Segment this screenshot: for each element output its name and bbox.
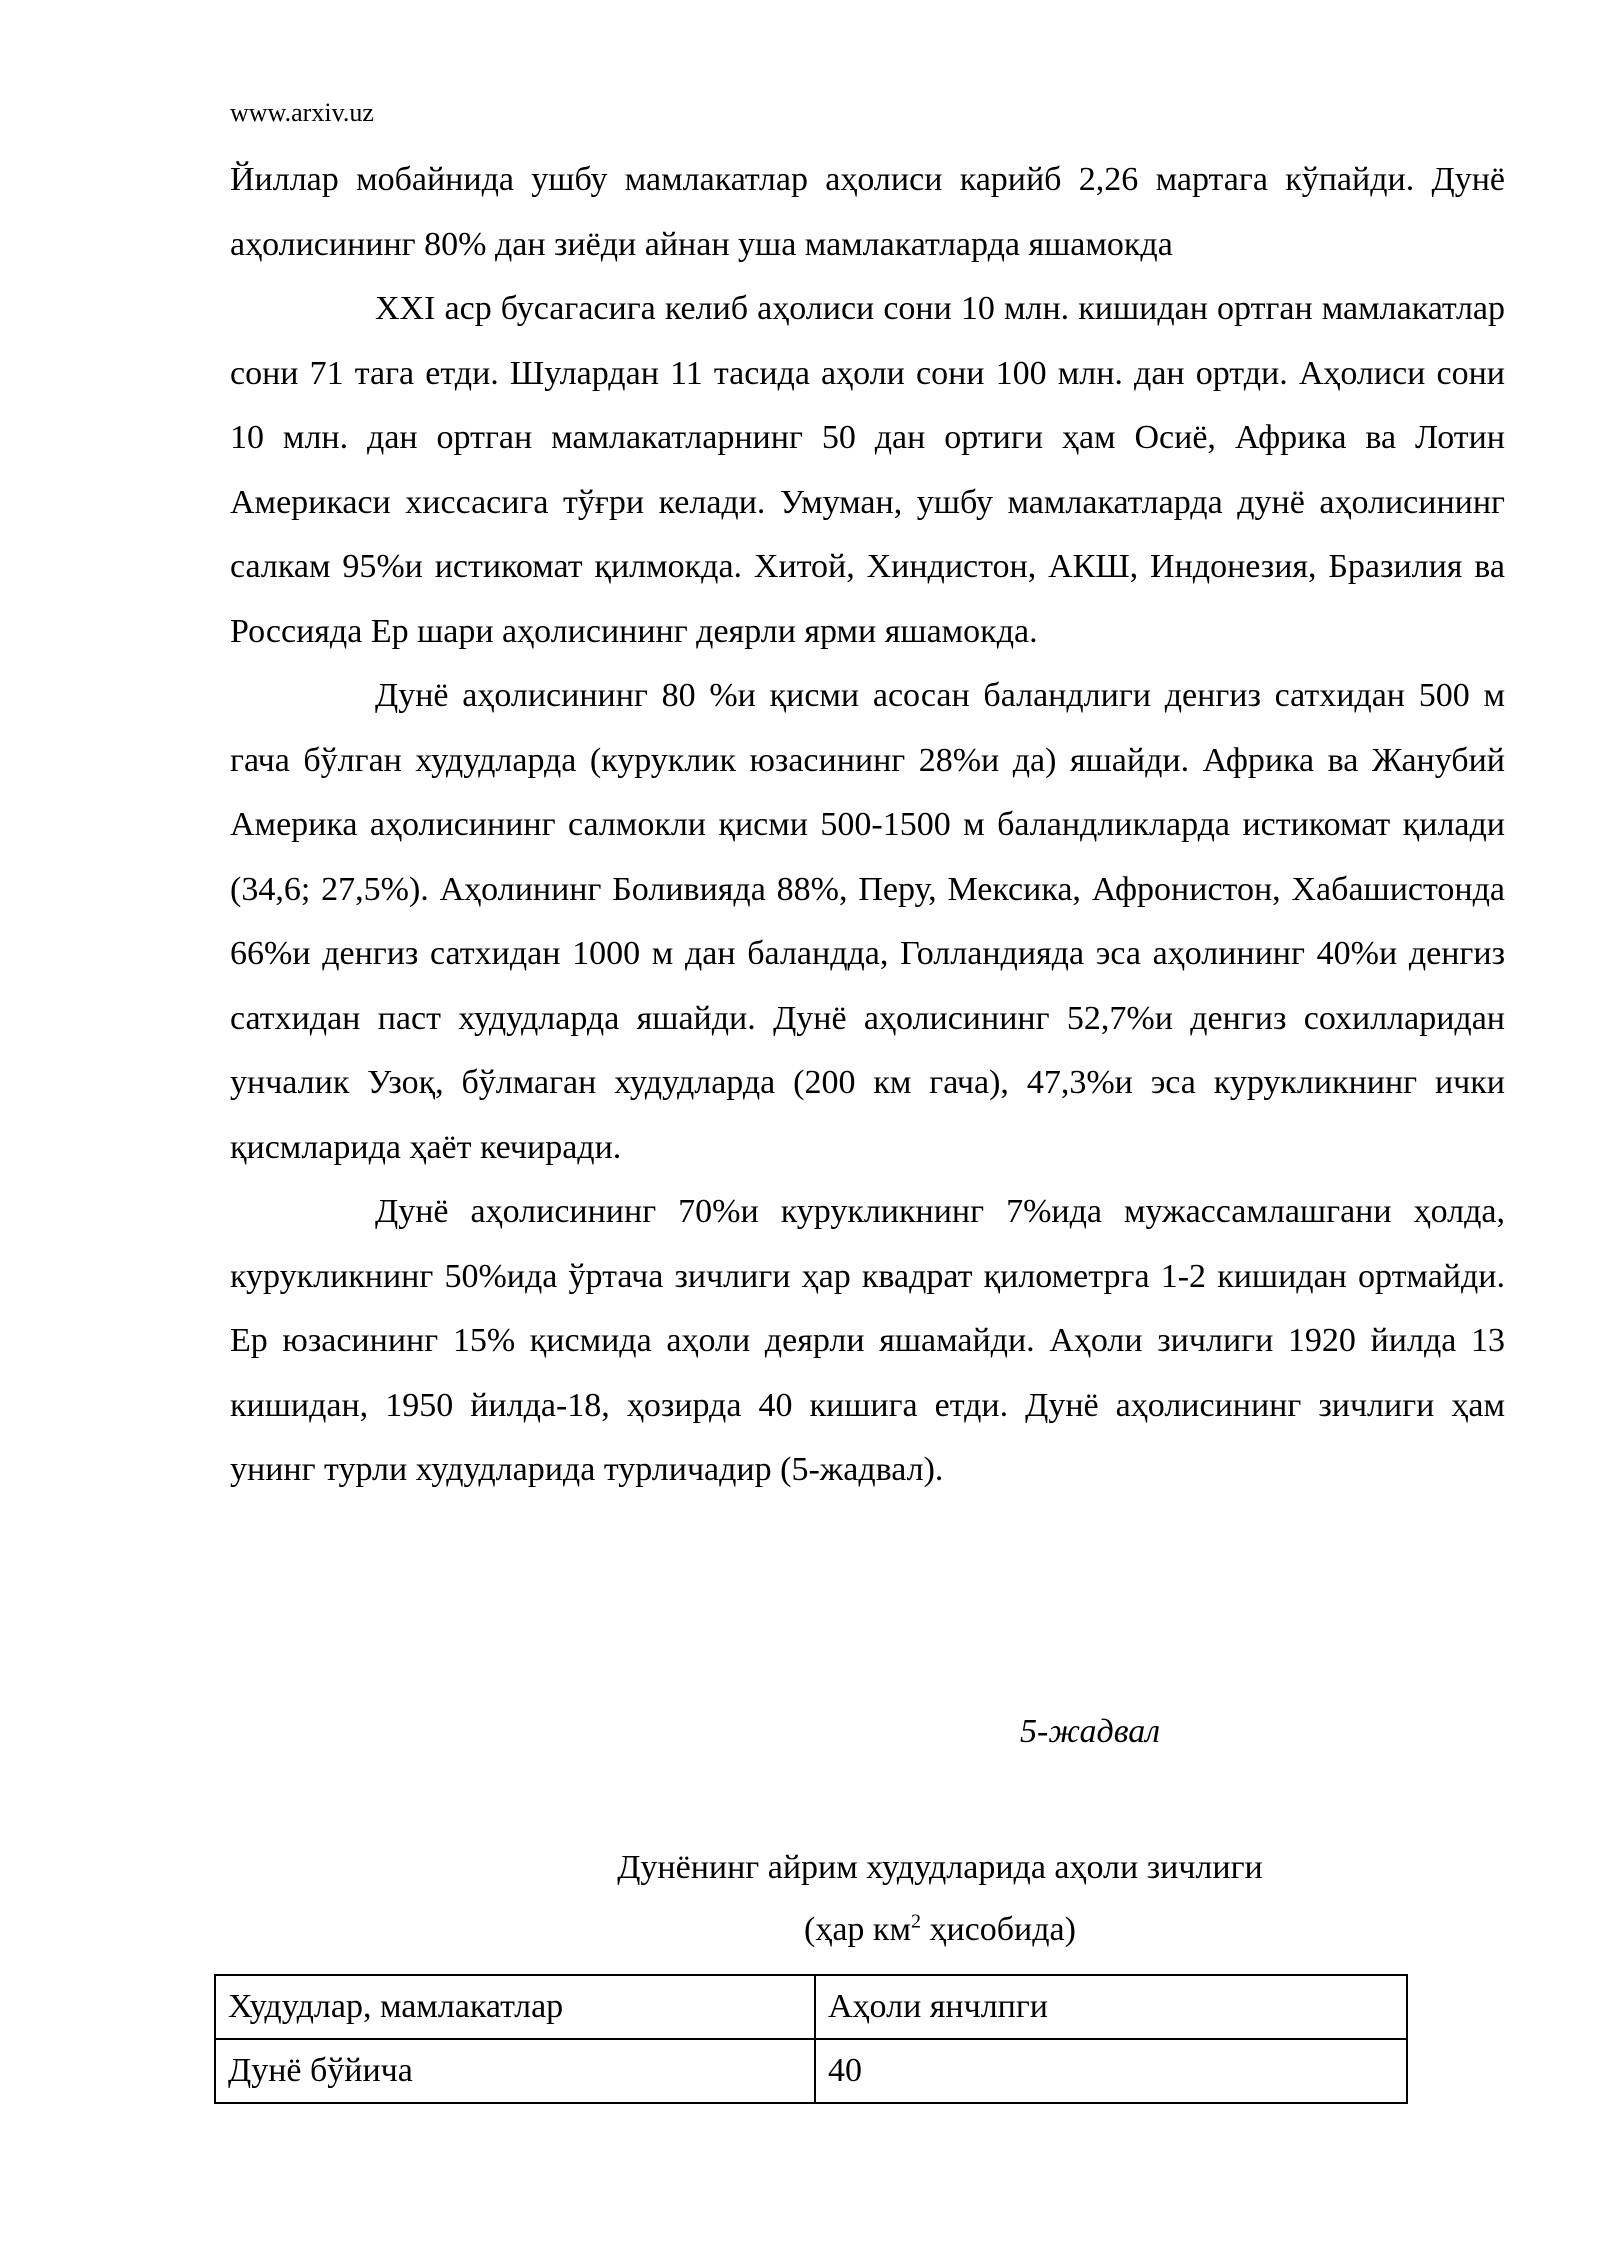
paragraph-3: Дунё аҳолисининг 80 %и қисми асосан баландлиги денгиз сатхидан 500 м гача бўлган худудларда (куруклик юзасининг 28%и да) яшайди. Африка ва Жанубий Америка аҳолисининг салмокли қисми 500-1500 м баландликларда истикомат қилади (34,6; 27,5%). Аҳолининг Боливияда 88%, Перу, Мексика, Афронистон, Хабашистонда 66%и денгиз сатхидан 1000 м дан баландда, Голландияда эса аҳолининг 40%и денгиз сатхидан паст худудларда яшайди. Дунё аҳолисининг 52,7%и денгиз сохилларидан унчалик Узоқ, бўлмаган худудларда (200 км гача), 47,3%и эса курукликнинг ички қисмларида ҳаёт кечиради. (230, 677, 1505, 1166)
table-cell-region: Дунё бўйича (215, 2039, 815, 2103)
paragraph-1: Йиллар мобайнида ушбу мамлакатлар аҳолиси карийб 2,26 мартага кўпайди. Дунё аҳолисининг 80% дан зиёди айнан уша мамлакатларда яшамокда (230, 161, 1505, 263)
table-header-row (215, 1975, 1407, 2039)
paragraph-4: Дунё аҳолисининг 70%и курукликнинг 7%ида мужассамлашгани ҳолда, курукликнинг 50%ида ўртача зичлиги ҳар квадрат қилометрга 1-2 кишидан ортмайди. Ер юзасининг 15% қисмида аҳоли деярли яшамайди. Аҳоли зичлиги 1920 йилда 13 кишидан, 1950 йилда-18, ҳозирда 40 кишига етди. Дунё аҳолисининг зичлиги ҳам унинг турли худудларида турличадир (5-жадвал). (230, 1193, 1505, 1488)
body-text (230, 148, 1505, 1503)
table-header-density: Аҳоли янчлпги (815, 1975, 1407, 2039)
density-table (214, 1974, 1408, 2104)
table-unit-superscript: 2 (910, 1910, 921, 1933)
table-caption: Дунёнинг айрим худудларида аҳоли зичлиги (617, 1849, 1263, 1886)
table-unit-suffix: ҳисобида) (920, 1911, 1076, 1948)
site-url: www.arxiv.uz (230, 98, 374, 127)
table-cell-density: 40 (815, 2039, 1407, 2103)
table-number: 5-жадвал (1020, 1713, 1161, 1750)
table-unit (0, 1898, 1600, 1962)
table-row (215, 2039, 1407, 2103)
table-header-region: Худудлар, мамлакатлар (215, 1975, 815, 2039)
paragraph-2: XXI аср бусагасига келиб аҳолиси сони 10 млн. кишидан ортган мамлакатлар сони 71 тага етди. Шулардан 11 тасида аҳоли сони 100 млн. дан ортди. Аҳолиси сони 10 млн. дан ортган мамлакатларнинг 50 дан ортиги ҳам Осиё, Африка ва Лотин Америкаси хиссасига тўғри келади. Умуман, ушбу мамлакатларда дунё аҳолисининг салкам 95%и истикомат қилмокда. Хитой, Хиндистон, АКШ, Индонезия, Бразилия ва Россияда Ер шари аҳолисининг деярли ярми яшамокда. (230, 290, 1505, 650)
table-unit-prefix: (ҳар км (804, 1911, 911, 1948)
